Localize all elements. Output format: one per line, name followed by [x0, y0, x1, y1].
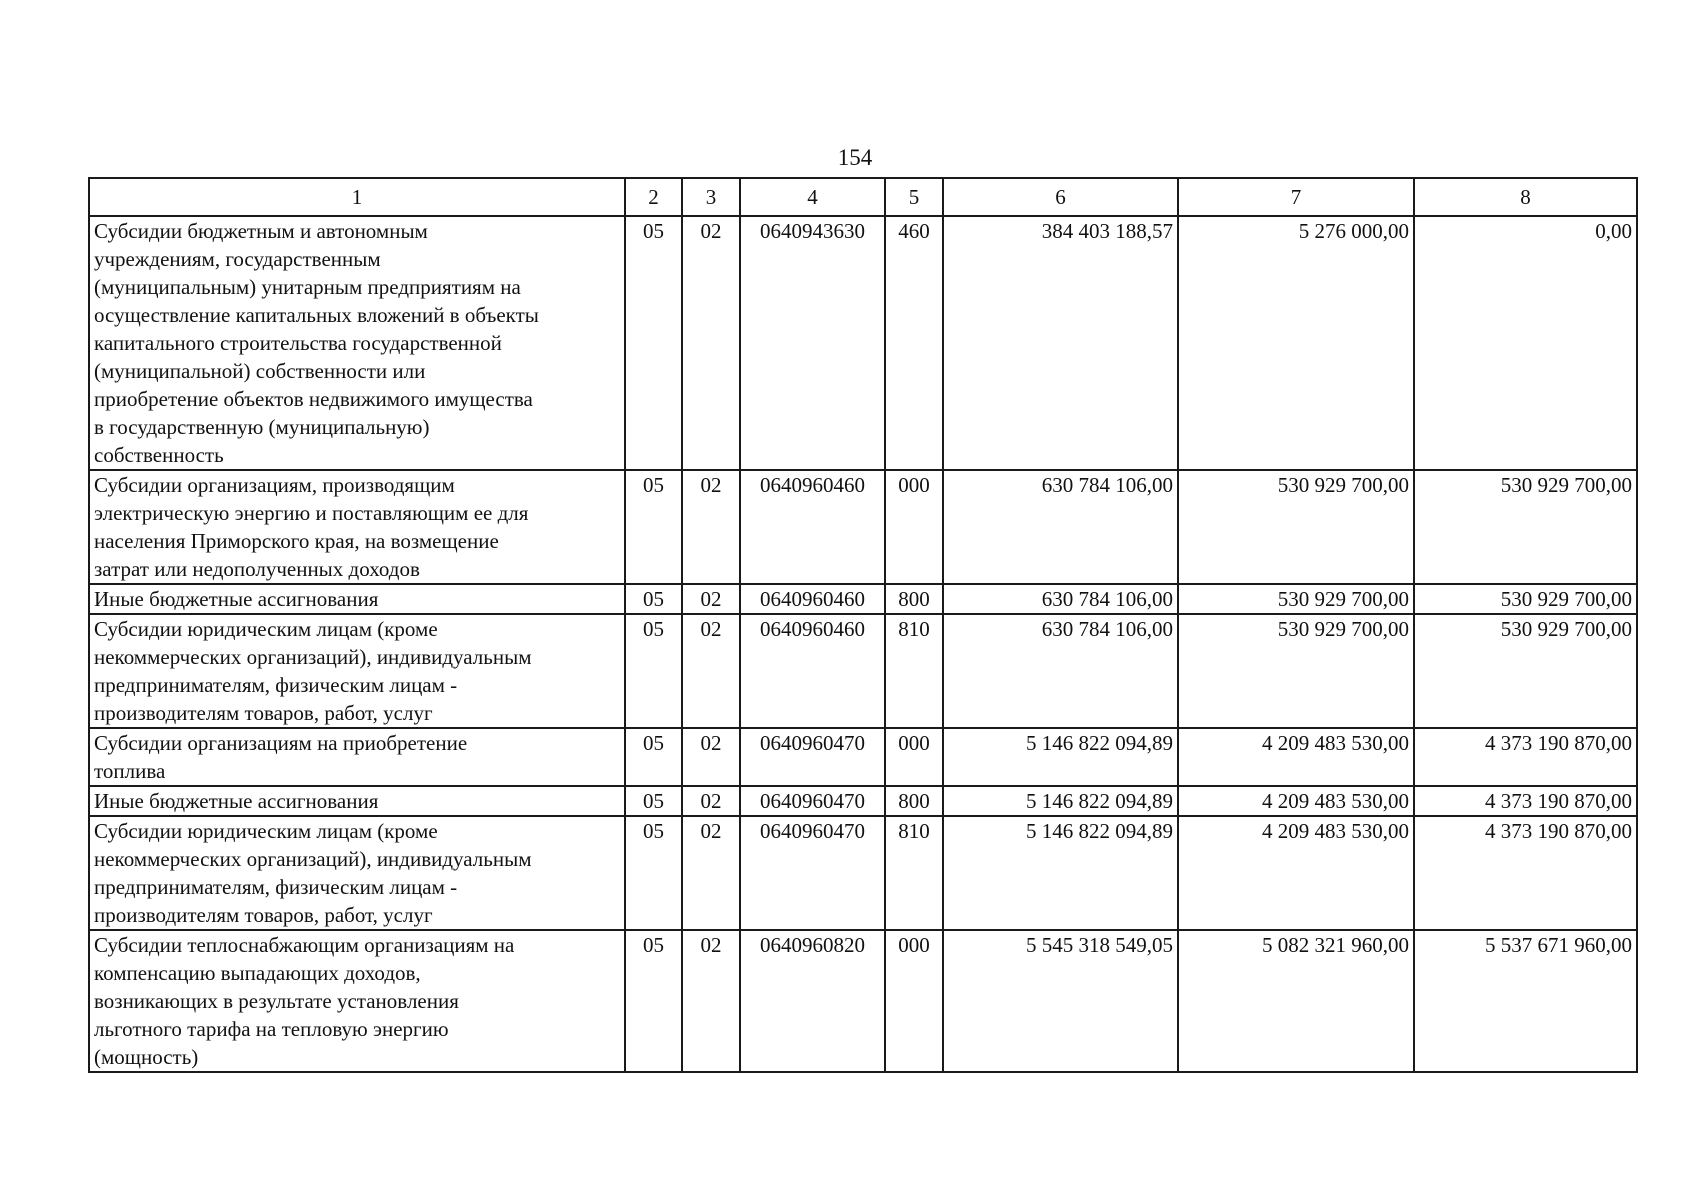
description-line: Субсидии юридическим лицам (кроме — [94, 617, 438, 641]
amount-col-8: 4 373 190 870,00 — [1414, 728, 1637, 786]
target-article-code: 0640960460 — [740, 470, 885, 584]
amount-col-6: 5 545 318 549,05 — [943, 930, 1178, 1072]
column-header-1: 1 — [89, 178, 625, 216]
subsection-code: 02 — [682, 786, 740, 816]
column-header-4: 4 — [740, 178, 885, 216]
section-code: 05 — [625, 728, 682, 786]
subsection-code: 02 — [682, 614, 740, 728]
subsection-code: 02 — [682, 584, 740, 614]
subsection-code: 02 — [682, 816, 740, 930]
expense-type-code: 460 — [885, 216, 943, 470]
amount-col-7: 530 929 700,00 — [1178, 470, 1414, 584]
description-line: Субсидии организациям на приобретение — [94, 731, 468, 755]
expense-type-code: 000 — [885, 930, 943, 1072]
table-row — [89, 930, 1637, 1072]
row-description — [89, 216, 625, 470]
amount-col-6: 630 784 106,00 — [943, 614, 1178, 728]
amount-col-8: 530 929 700,00 — [1414, 584, 1637, 614]
description-line: приобретение объектов недвижимого имущества — [94, 387, 533, 411]
description-line: населения Приморского края, на возмещение — [94, 529, 499, 553]
amount-col-7: 5 276 000,00 — [1178, 216, 1414, 470]
row-description — [89, 816, 625, 930]
amount-col-6: 384 403 188,57 — [943, 216, 1178, 470]
amount-col-6: 630 784 106,00 — [943, 584, 1178, 614]
amount-col-8: 4 373 190 870,00 — [1414, 816, 1637, 930]
table-row — [89, 816, 1637, 930]
description-line: электрическую энергию и поставляющим ее для — [94, 501, 529, 525]
description-line: Иные бюджетные ассигнования — [94, 587, 379, 611]
column-header-2: 2 — [625, 178, 682, 216]
description-line: собственность — [94, 443, 224, 467]
description-line: топлива — [94, 759, 166, 783]
description-line: предпринимателям, физическим лицам - — [94, 875, 458, 899]
expense-type-code: 800 — [885, 584, 943, 614]
description-line: компенсацию выпадающих доходов, — [94, 961, 421, 985]
description-line: производителям товаров, работ, услуг — [94, 903, 433, 927]
table-row — [89, 470, 1637, 584]
description-line: Субсидии юридическим лицам (кроме — [94, 819, 438, 843]
amount-col-7: 4 209 483 530,00 — [1178, 728, 1414, 786]
column-header-3: 3 — [682, 178, 740, 216]
description-line: предпринимателям, физическим лицам - — [94, 673, 458, 697]
expense-type-code: 800 — [885, 786, 943, 816]
description-line: учреждениям, государственным — [94, 247, 381, 271]
description-line: Иные бюджетные ассигнования — [94, 789, 379, 813]
subsection-code: 02 — [682, 930, 740, 1072]
column-header-6: 6 — [943, 178, 1178, 216]
amount-col-7: 5 082 321 960,00 — [1178, 930, 1414, 1072]
row-description — [89, 930, 625, 1072]
section-code: 05 — [625, 930, 682, 1072]
amount-col-7: 530 929 700,00 — [1178, 584, 1414, 614]
row-description — [89, 728, 625, 786]
table-body — [89, 216, 1637, 1072]
subsection-code: 02 — [682, 728, 740, 786]
section-code: 05 — [625, 584, 682, 614]
page-number: 154 — [837, 145, 873, 170]
amount-col-8: 4 373 190 870,00 — [1414, 786, 1637, 816]
expense-type-code: 000 — [885, 728, 943, 786]
table-row — [89, 216, 1637, 470]
row-description — [89, 470, 625, 584]
table-row — [89, 584, 1637, 614]
amount-col-6: 5 146 822 094,89 — [943, 728, 1178, 786]
amount-col-7: 530 929 700,00 — [1178, 614, 1414, 728]
target-article-code: 0640960460 — [740, 614, 885, 728]
amount-col-8: 0,00 — [1414, 216, 1637, 470]
amount-col-6: 5 146 822 094,89 — [943, 816, 1178, 930]
expense-type-code: 810 — [885, 816, 943, 930]
column-header-8: 8 — [1414, 178, 1637, 216]
amount-col-8: 530 929 700,00 — [1414, 614, 1637, 728]
row-description — [89, 786, 625, 816]
amount-col-8: 5 537 671 960,00 — [1414, 930, 1637, 1072]
table-row — [89, 786, 1637, 816]
description-line: производителям товаров, работ, услуг — [94, 701, 433, 725]
section-code: 05 — [625, 470, 682, 584]
column-header-7: 7 — [1178, 178, 1414, 216]
subsection-code: 02 — [682, 216, 740, 470]
expense-type-code: 000 — [885, 470, 943, 584]
description-line: возникающих в результате установления — [94, 989, 459, 1013]
budget-table — [88, 177, 1638, 1073]
section-code: 05 — [625, 614, 682, 728]
description-line: некоммерческих организаций), индивидуальным — [94, 645, 532, 669]
table-row — [89, 614, 1637, 728]
target-article-code: 0640960470 — [740, 786, 885, 816]
target-article-code: 0640960470 — [740, 816, 885, 930]
description-line: (мощность) — [94, 1045, 199, 1069]
amount-col-7: 4 209 483 530,00 — [1178, 816, 1414, 930]
description-line: капитального строительства государственной — [94, 331, 502, 355]
description-line: Субсидии теплоснабжающим организациям на — [94, 933, 515, 957]
section-code: 05 — [625, 216, 682, 470]
description-line: (муниципальным) унитарным предприятиям на — [94, 275, 521, 299]
expense-type-code: 810 — [885, 614, 943, 728]
row-description — [89, 614, 625, 728]
description-line: в государственную (муниципальную) — [94, 415, 430, 439]
description-line: льготного тарифа на тепловую энергию — [94, 1017, 449, 1041]
column-header-5: 5 — [885, 178, 943, 216]
amount-col-6: 630 784 106,00 — [943, 470, 1178, 584]
subsection-code: 02 — [682, 470, 740, 584]
description-line: осуществление капитальных вложений в объекты — [94, 303, 539, 327]
section-code: 05 — [625, 816, 682, 930]
target-article-code: 0640960820 — [740, 930, 885, 1072]
description-line: некоммерческих организаций), индивидуальным — [94, 847, 532, 871]
amount-col-8: 530 929 700,00 — [1414, 470, 1637, 584]
target-article-code: 0640943630 — [740, 216, 885, 470]
description-line: Субсидии бюджетным и автономным — [94, 219, 428, 243]
description-line: Субсидии организациям, производящим — [94, 473, 455, 497]
description-line: (муниципальной) собственности или — [94, 359, 426, 383]
amount-col-7: 4 209 483 530,00 — [1178, 786, 1414, 816]
target-article-code: 0640960470 — [740, 728, 885, 786]
description-line: затрат или недополученных доходов — [94, 557, 420, 581]
header-row — [89, 178, 1637, 216]
target-article-code: 0640960460 — [740, 584, 885, 614]
row-description — [89, 584, 625, 614]
section-code: 05 — [625, 786, 682, 816]
table-row — [89, 728, 1637, 786]
amount-col-6: 5 146 822 094,89 — [943, 786, 1178, 816]
